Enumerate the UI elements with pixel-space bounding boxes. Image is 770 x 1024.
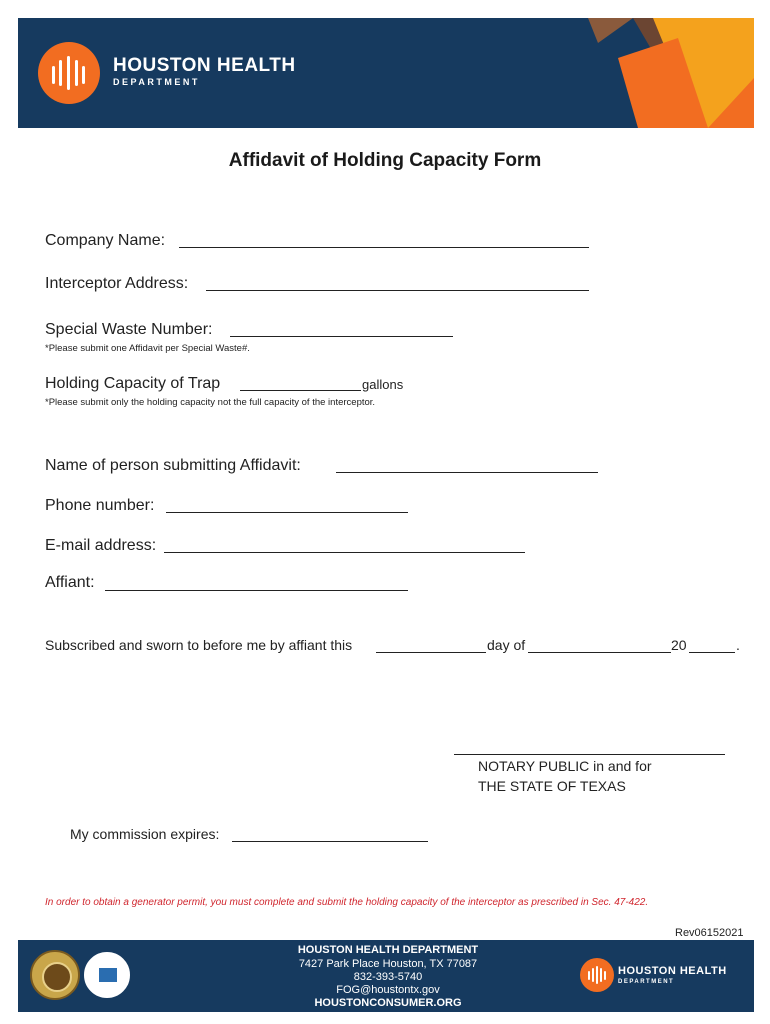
header-geometric-shapes xyxy=(558,18,754,128)
footer-website[interactable]: HOUSTONCONSUMER.ORG xyxy=(314,997,462,1009)
sworn-day-field[interactable] xyxy=(376,652,486,653)
footer-logo-icon xyxy=(580,958,614,992)
holding-capacity-field[interactable] xyxy=(240,390,361,391)
footer-org: HOUSTON HEALTH DEPARTMENT xyxy=(297,944,479,956)
commission-field[interactable] xyxy=(232,841,428,842)
email-label: E-mail address: xyxy=(45,537,157,554)
special-waste-note: *Please submit one Affidavit per Special Waste#. xyxy=(45,343,250,354)
commission-label: My commission expires: xyxy=(70,826,220,842)
footer-brand-subtitle: DEPARTMENT xyxy=(618,979,675,985)
holding-capacity-label: Holding Capacity of Trap xyxy=(45,375,221,392)
brand-subtitle: DEPARTMENT xyxy=(113,77,200,87)
footer-address: 7427 Park Place Houston, TX 77087 xyxy=(298,958,478,970)
footer-email[interactable]: FOG@houstontx.gov xyxy=(336,984,440,996)
person-submitting-field[interactable] xyxy=(336,472,598,473)
sworn-year-prefix: 20 xyxy=(671,637,687,653)
interceptor-address-field[interactable] xyxy=(206,290,589,291)
interceptor-address-label: Interceptor Address: xyxy=(45,275,189,292)
special-waste-number-label: Special Waste Number: xyxy=(45,321,213,338)
email-field[interactable] xyxy=(164,552,525,553)
sworn-month-field[interactable] xyxy=(528,652,671,653)
phone-label: Phone number: xyxy=(45,497,155,514)
special-waste-number-field[interactable] xyxy=(230,336,453,337)
gallons-unit: gallons xyxy=(362,377,404,392)
company-name-label: Company Name: xyxy=(45,232,166,249)
brand-title: HOUSTON HEALTH xyxy=(113,55,296,76)
notary-signature-field[interactable] xyxy=(454,754,725,755)
revision-code: Rev06152021 xyxy=(675,927,744,939)
accreditation-seal-icon xyxy=(82,950,132,1000)
notary-line2: THE STATE OF TEXAS xyxy=(478,778,626,794)
city-seal-icon xyxy=(30,950,80,1000)
header-banner xyxy=(18,18,754,128)
footer-banner xyxy=(18,940,754,1012)
sworn-statement: Subscribed and sworn to before me by affiant this xyxy=(45,637,353,653)
footer-brand-title: HOUSTON HEALTH xyxy=(618,965,727,977)
sworn-day-of: day of xyxy=(487,637,526,653)
affiant-field[interactable] xyxy=(105,590,408,591)
affiant-label: Affiant: xyxy=(45,574,95,591)
holding-capacity-note: *Please submit only the holding capacity not the full capacity of the interceptor. xyxy=(45,397,376,408)
footer-phone: 832-393-5740 xyxy=(353,971,423,983)
sworn-year-field[interactable] xyxy=(689,652,735,653)
legal-note: In order to obtain a generator permit, you must complete and submit the holding capacity of the interceptor as prescribed in Sec. 47-422. xyxy=(45,897,649,908)
sworn-period: . xyxy=(736,637,740,653)
houston-health-logo-icon xyxy=(38,42,100,104)
page-title: Affidavit of Holding Capacity Form xyxy=(228,150,542,171)
notary-line1: NOTARY PUBLIC in and for xyxy=(478,758,652,774)
phone-field[interactable] xyxy=(166,512,408,513)
company-name-field[interactable] xyxy=(179,247,589,248)
person-submitting-label: Name of person submitting Affidavit: xyxy=(45,457,301,474)
